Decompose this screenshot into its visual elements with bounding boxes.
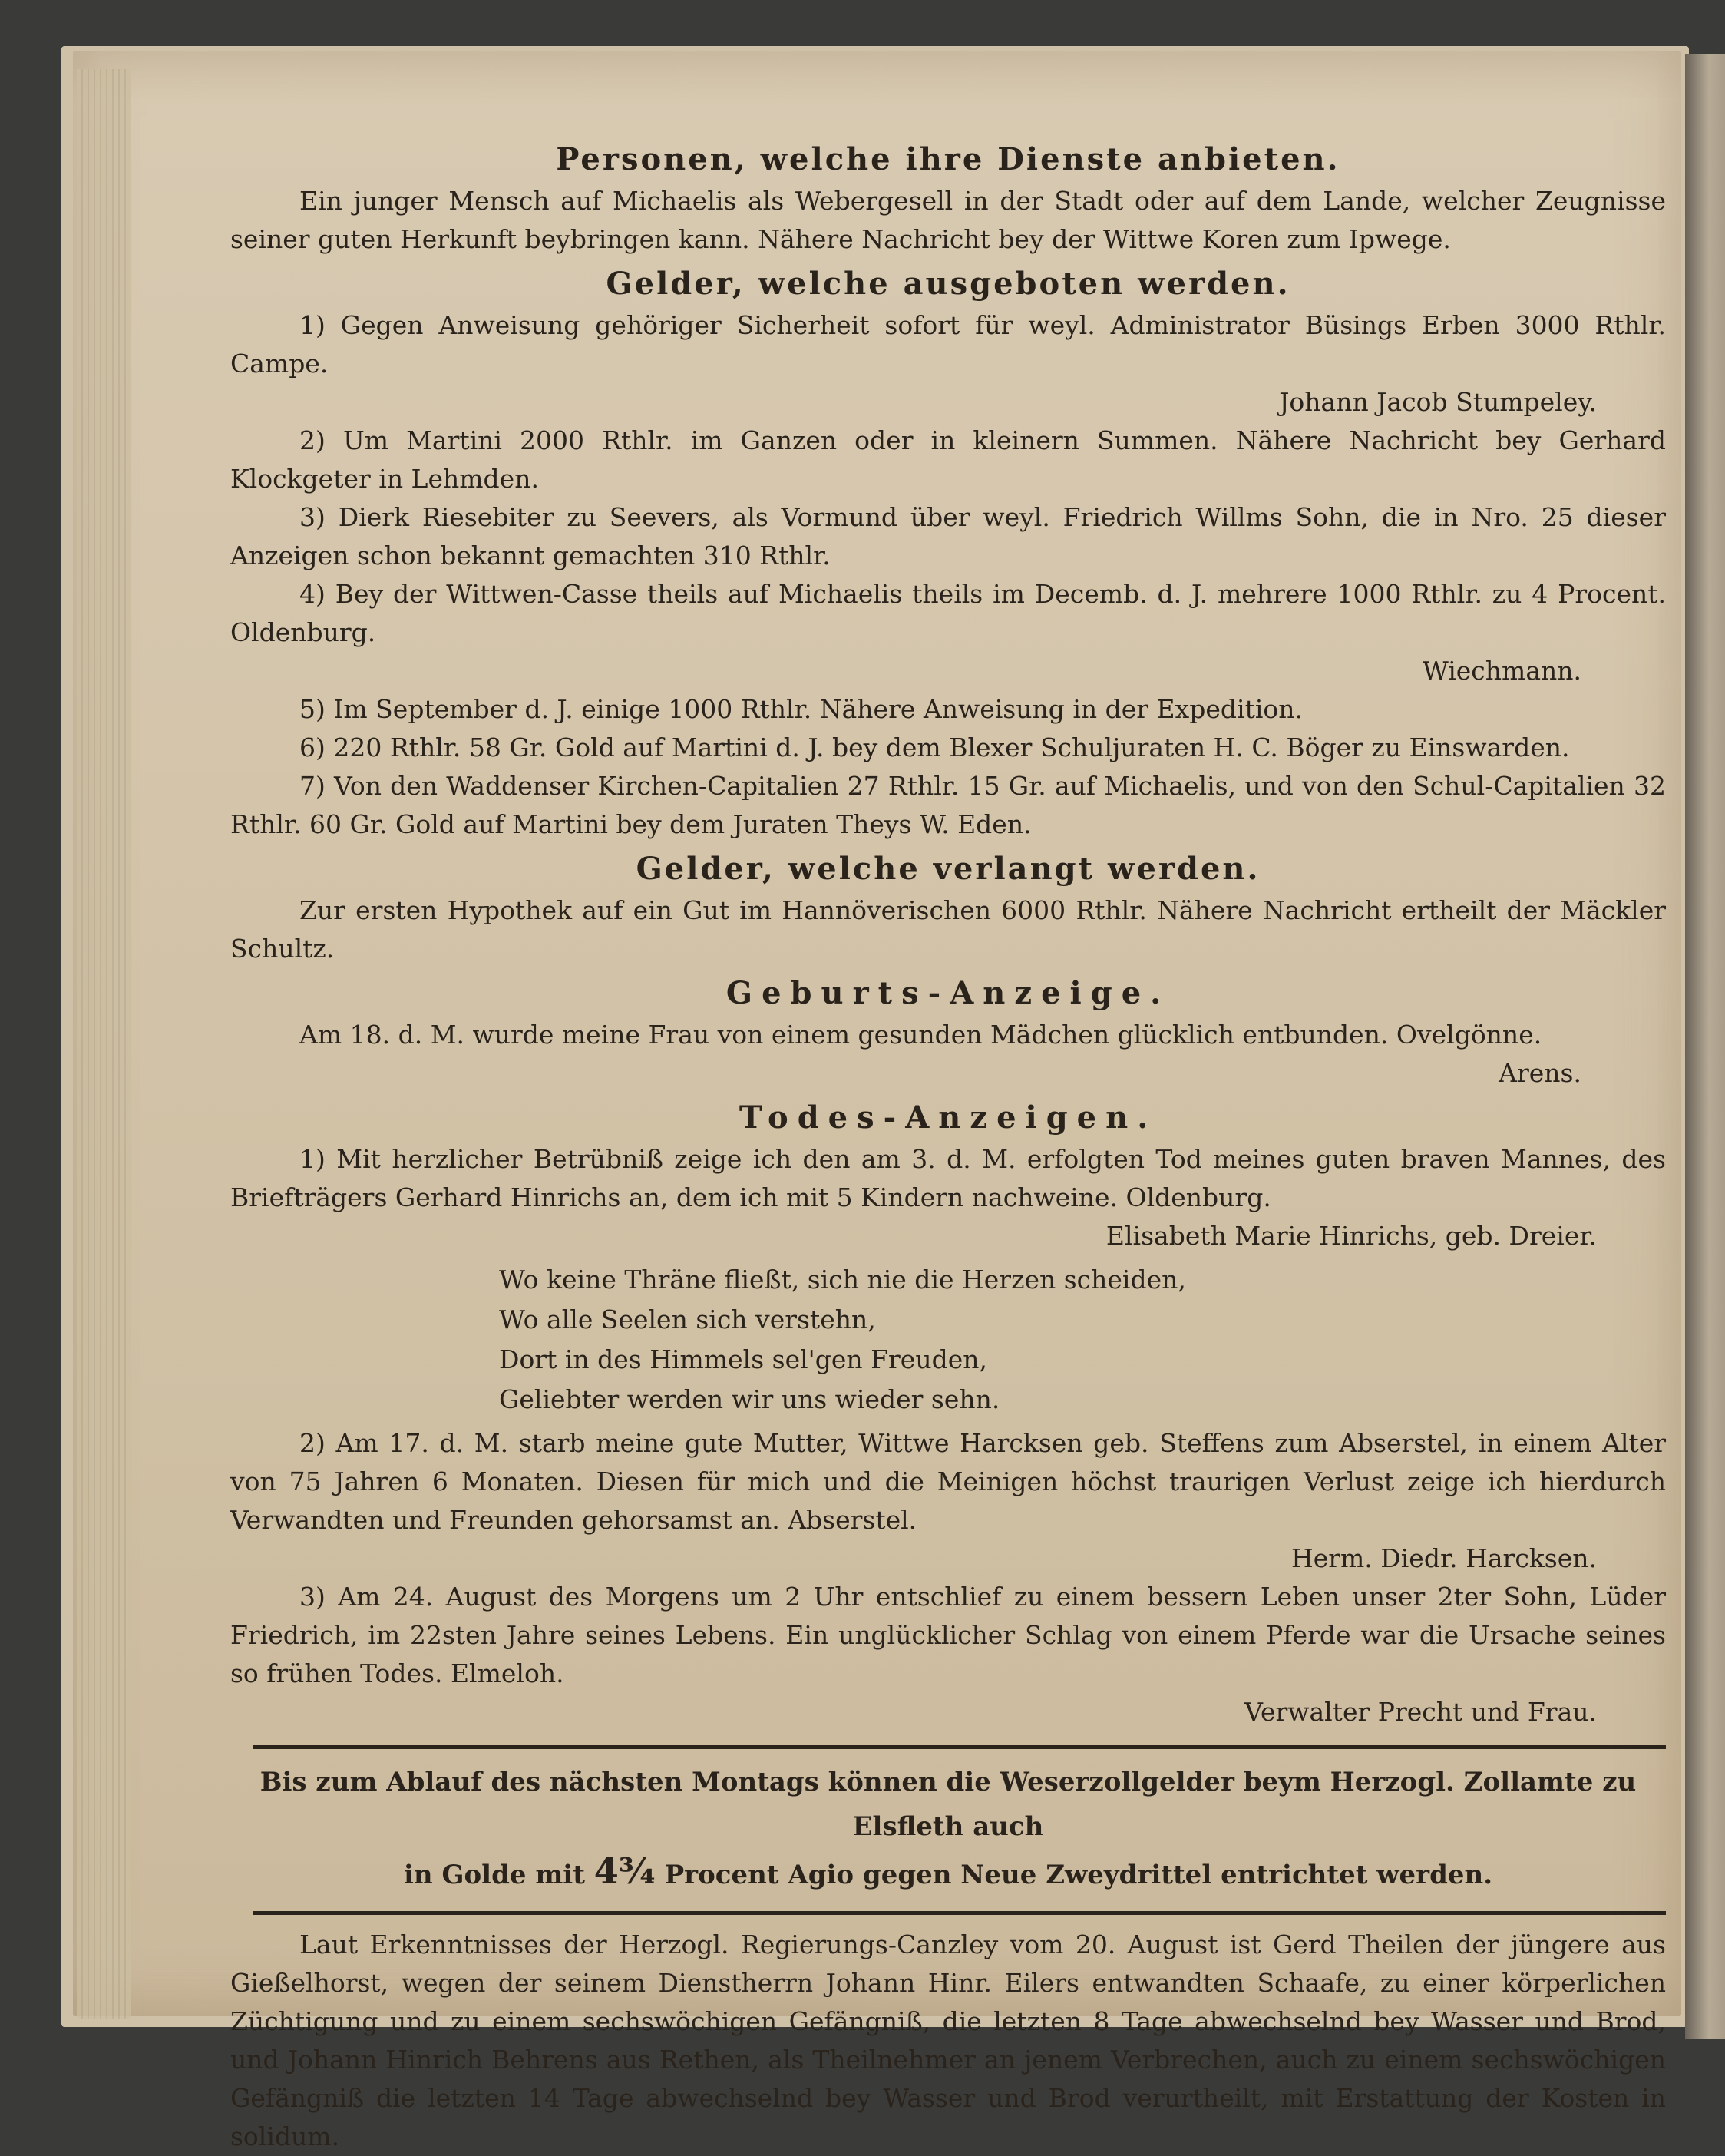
poem <box>499 1260 1666 1420</box>
poem-line: Wo alle Seelen sich verstehn, <box>499 1305 876 1334</box>
gelder-item-1-signature: Johann Jacob Stumpeley. <box>1279 387 1597 417</box>
gelder-verlangt-text: Zur ersten Hypothek auf ein Gut im Hannöverischen 6000 Rthlr. Nähere Nachricht ertheilt der Mäckler Schultz. <box>230 895 1666 964</box>
todes-item-1-signature: Elisabeth Marie Hinrichs, geb. Dreier. <box>1105 1221 1597 1251</box>
divider-rule <box>253 1911 1666 1915</box>
zoll-notice <box>230 1760 1666 1897</box>
heading-geburt: Geburts-Anzeige. <box>725 975 1171 1011</box>
divider-rule <box>253 1745 1666 1749</box>
gelder-item-4: 4) Bey der Wittwen-Casse theils auf Michaelis theils im Decemb. d. J. mehrere 1000 Rthlr. zu 4 Procent. Oldenburg. <box>230 579 1666 647</box>
gelder-item-3: 3) Dierk Riesebiter zu Seevers, als Vormund über weyl. Friedrich Willms Sohn, die in Nro. 25 dieser Anzeigen schon bekannt gemachten 310 Rthlr. <box>230 502 1666 570</box>
urteil-text: Laut Erkenntnisses der Herzogl. Regierungs-Canzley vom 20. August ist Gerd Theilen der jüngere aus Gießelhorst, wegen der seinem Dienstherrn Johann Hinr. Eilers entwandten Schaafe, zu einer körperlichen Züchtigung und zu einem sechswöchigen Gefängniß, die letzten 8 Tage abwechselnd bey Wasser und Brod, und Johann Hinrich Behrens aus Rethen, als Theilnehmer an jenem Verbrechen, auch zu einem sechswöchigen Gefängniß die letzten 14 Tage abwechselnd bey Wasser und Brod verurtheilt, mit Erstattung der Kosten in solidum. <box>230 1929 1666 2151</box>
todes-item-1: 1) Mit herzlicher Betrübniß zeige ich den am 3. d. M. erfolgten Tod meines guten braven Mannes, des Briefträgers Gerhard Hinrichs an, dem ich mit 5 Kindern nachweine. Oldenburg. <box>230 1144 1666 1212</box>
geburt-signature: Arens. <box>1499 1058 1581 1088</box>
gelder-item-4-signature: Wiechmann. <box>1422 656 1581 686</box>
todes-item-3: 3) Am 24. August des Morgens um 2 Uhr entschlief zu einem bessern Leben unser 2ter Sohn, Lüder Friedrich, im 22sten Jahre seines Lebens. Ein unglücklicher Schlag von einem Pferde war die Ursache seines so frühen Todes. Elmeloh. <box>230 1582 1666 1688</box>
heading-todes: Todes-Anzeigen. <box>739 1099 1158 1136</box>
geburt-text: Am 18. d. M. wurde meine Frau von einem gesunden Mädchen glücklich entbunden. Ovelgönne. <box>299 1020 1542 1050</box>
gelder-item-6: 6) 220 Rthlr. 58 Gr. Gold auf Martini d. J. bey dem Blexer Schuljuraten H. C. Böger zu Einswarden. <box>299 732 1570 762</box>
page-content <box>230 134 1666 2156</box>
poem-line: Geliebter werden wir uns wieder sehn. <box>499 1384 1000 1414</box>
dienste-text: Ein junger Mensch auf Michaelis als Webergesell in der Stadt oder auf dem Lande, welcher Zeugnisse seiner guten Herkunft beybringen kann. Nähere Nachricht bey der Wittwe Koren zum Ipwege. <box>230 186 1666 254</box>
todes-item-2: 2) Am 17. d. M. starb meine gute Mutter, Wittwe Harcksen geb. Steffens zum Abserstel, in einem Alter von 75 Jahren 6 Monaten. Diesen für mich und die Meinigen höchst traurigen Verlust zeige ich hierdurch Verwandten und Freunden gehorsamst an. Abserstel. <box>230 1428 1666 1535</box>
heading-dienste: Personen, welche ihre Dienste anbieten. <box>556 141 1340 177</box>
heading-gelder-verlangt: Gelder, welche verlangt werden. <box>636 851 1261 887</box>
facing-page-strip <box>1685 54 1725 2039</box>
stacked-page-edges <box>77 69 131 2019</box>
zoll-line-2-post: Procent Agio gegen Neue Zweydrittel entrichtet werden. <box>664 1860 1493 1890</box>
gelder-item-1: 1) Gegen Anweisung gehöriger Sicherheit sofort für weyl. Administrator Büsings Erben 3000 Rthlr. Campe. <box>230 310 1666 379</box>
gelder-item-5: 5) Im September d. J. einige 1000 Rthlr. Nähere Anweisung in der Expedition. <box>299 694 1304 724</box>
poem-line: Wo keine Thräne fließt, sich nie die Herzen scheiden, <box>499 1265 1186 1295</box>
poem-line: Dort in des Himmels sel'gen Freuden, <box>499 1344 987 1374</box>
gelder-item-7: 7) Von den Waddenser Kirchen-Capitalien 27 Rthlr. 15 Gr. auf Michaelis, und von den Schul-Capitalien 32 Rthlr. 60 Gr. Gold auf Martini bey dem Juraten Theys W. Eden. <box>230 771 1666 839</box>
zoll-line-2-pre: in Golde mit <box>403 1860 585 1890</box>
zoll-agio-value: 4¾ <box>593 1850 656 1892</box>
todes-item-3-signature: Verwalter Precht und Frau. <box>1244 1697 1597 1727</box>
todes-item-2-signature: Herm. Diedr. Harcksen. <box>1290 1543 1597 1573</box>
heading-gelder-angeboten: Gelder, welche ausgeboten werden. <box>606 266 1290 302</box>
gelder-item-2: 2) Um Martini 2000 Rthlr. im Ganzen oder in kleinern Summen. Nähere Nachricht bey Gerhard Klockgeter in Lehmden. <box>230 425 1666 494</box>
zoll-line-2 <box>230 1849 1666 1897</box>
zoll-line-1: Bis zum Ablauf des nächsten Montags können die Weserzollgelder beym Herzogl. Zollamte zu Elsfleth auch <box>259 1767 1637 1842</box>
